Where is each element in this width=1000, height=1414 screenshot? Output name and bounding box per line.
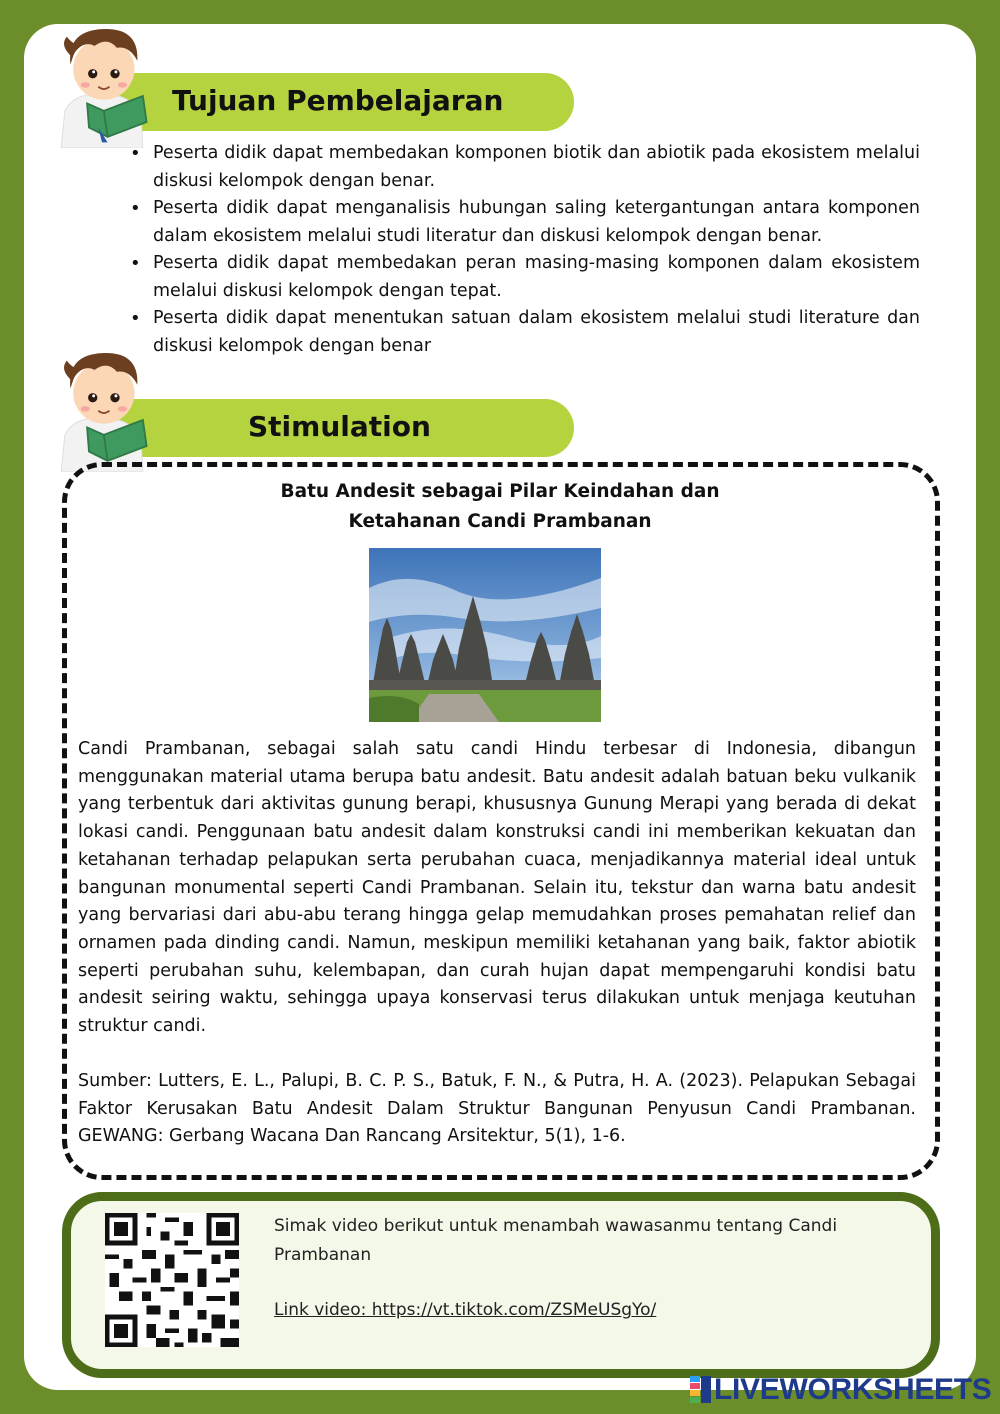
liveworksheets-logo bbox=[690, 1373, 992, 1407]
bullet-icon: • bbox=[130, 308, 141, 329]
list-item: • Peserta didik dapat membedakan komponen biotik dan abiotik pada ekosistem melalui diskusi kelompok dengan benar. bbox=[122, 140, 920, 195]
bullet-icon: • bbox=[130, 198, 141, 219]
reading-boy-illustration bbox=[42, 342, 162, 472]
video-intro-text: Simak video berikut untuk menambah wawasanmu tentang Candi Prambanan bbox=[274, 1216, 838, 1265]
article-body: Candi Prambanan, sebagai salah satu candi Hindu terbesar di Indonesia, dibangun menggunakan material utama berupa batu andesit. Batu andesit adalah batuan beku vulkanik yang terbentuk dari aktivitas gunung berapi, khususnya Gunung Merapi yang berada di dekat lokasi candi. Penggunaan batu andesit dalam konstruksi candi ini memberikan kekuatan dan ketahanan terhadap pelapukan serta perubahan cuaca, menjadikannya material ideal untuk bangunan monumental seperti Candi Prambanan. Selain itu, tekstur dan warna batu andesit yang bervariasi dari abu-abu terang hingga gelap memudahkan proses pemahatan relief dan ornamen pada dinding candi. Namun, meskipun memiliki ketahanan yang baik, faktor abiotik seperti perubahan suhu, kelembapan, dan curah hujan dapat mempengaruhi kondisi batu andesit seiring waktu, sehingga upaya konservasi terus dilakukan untuk menjaga keutuhan struktur candi. bbox=[78, 739, 916, 1037]
prambanan-temple-photo bbox=[369, 548, 601, 722]
qr-code-icon[interactable] bbox=[105, 1213, 239, 1347]
section-title-stimulation: Stimulation bbox=[248, 410, 431, 443]
brand-name: LIVEWORKSHEETS bbox=[714, 1373, 992, 1406]
bullet-icon: • bbox=[130, 253, 141, 274]
list-item: • Peserta didik dapat membedakan peran masing-masing komponen dalam ekosistem melalui diskusi kelompok dengan tepat. bbox=[122, 250, 920, 305]
list-item: • Peserta didik dapat menganalisis hubungan saling ketergantungan antara komponen dalam ekosistem melalui studi literatur dan diskusi kelompok dengan benar. bbox=[122, 195, 920, 250]
bullet-icon: • bbox=[130, 143, 141, 164]
live-badge-icon bbox=[690, 1376, 712, 1404]
article-title: Batu Andesit sebagai Pilar Keindahan dan Ketahanan Candi Prambanan bbox=[280, 481, 720, 532]
section-title-tujuan: Tujuan Pembelajaran bbox=[172, 84, 504, 117]
learning-objectives-list bbox=[122, 140, 920, 360]
list-item: • Peserta didik dapat menentukan satuan dalam ekosistem melalui studi literature dan diskusi kelompok dengan benar bbox=[122, 305, 920, 360]
video-link[interactable]: Link video: https://vt.tiktok.com/ZSMeUSgYo/ bbox=[274, 1300, 657, 1320]
article-source: Sumber: Lutters, E. L., Palupi, B. C. P. S., Batuk, F. N., & Putra, H. A. (2023). Pelapukan Sebagai Faktor Kerusakan Batu Andesit Dalam Struktur Bangunan Penyusun Candi Prambanan. GEWANG: Gerbang Wacana Dan Rancang Arsitektur, 5(1), 1-6. bbox=[78, 1071, 916, 1147]
reading-boy-illustration bbox=[42, 18, 162, 148]
